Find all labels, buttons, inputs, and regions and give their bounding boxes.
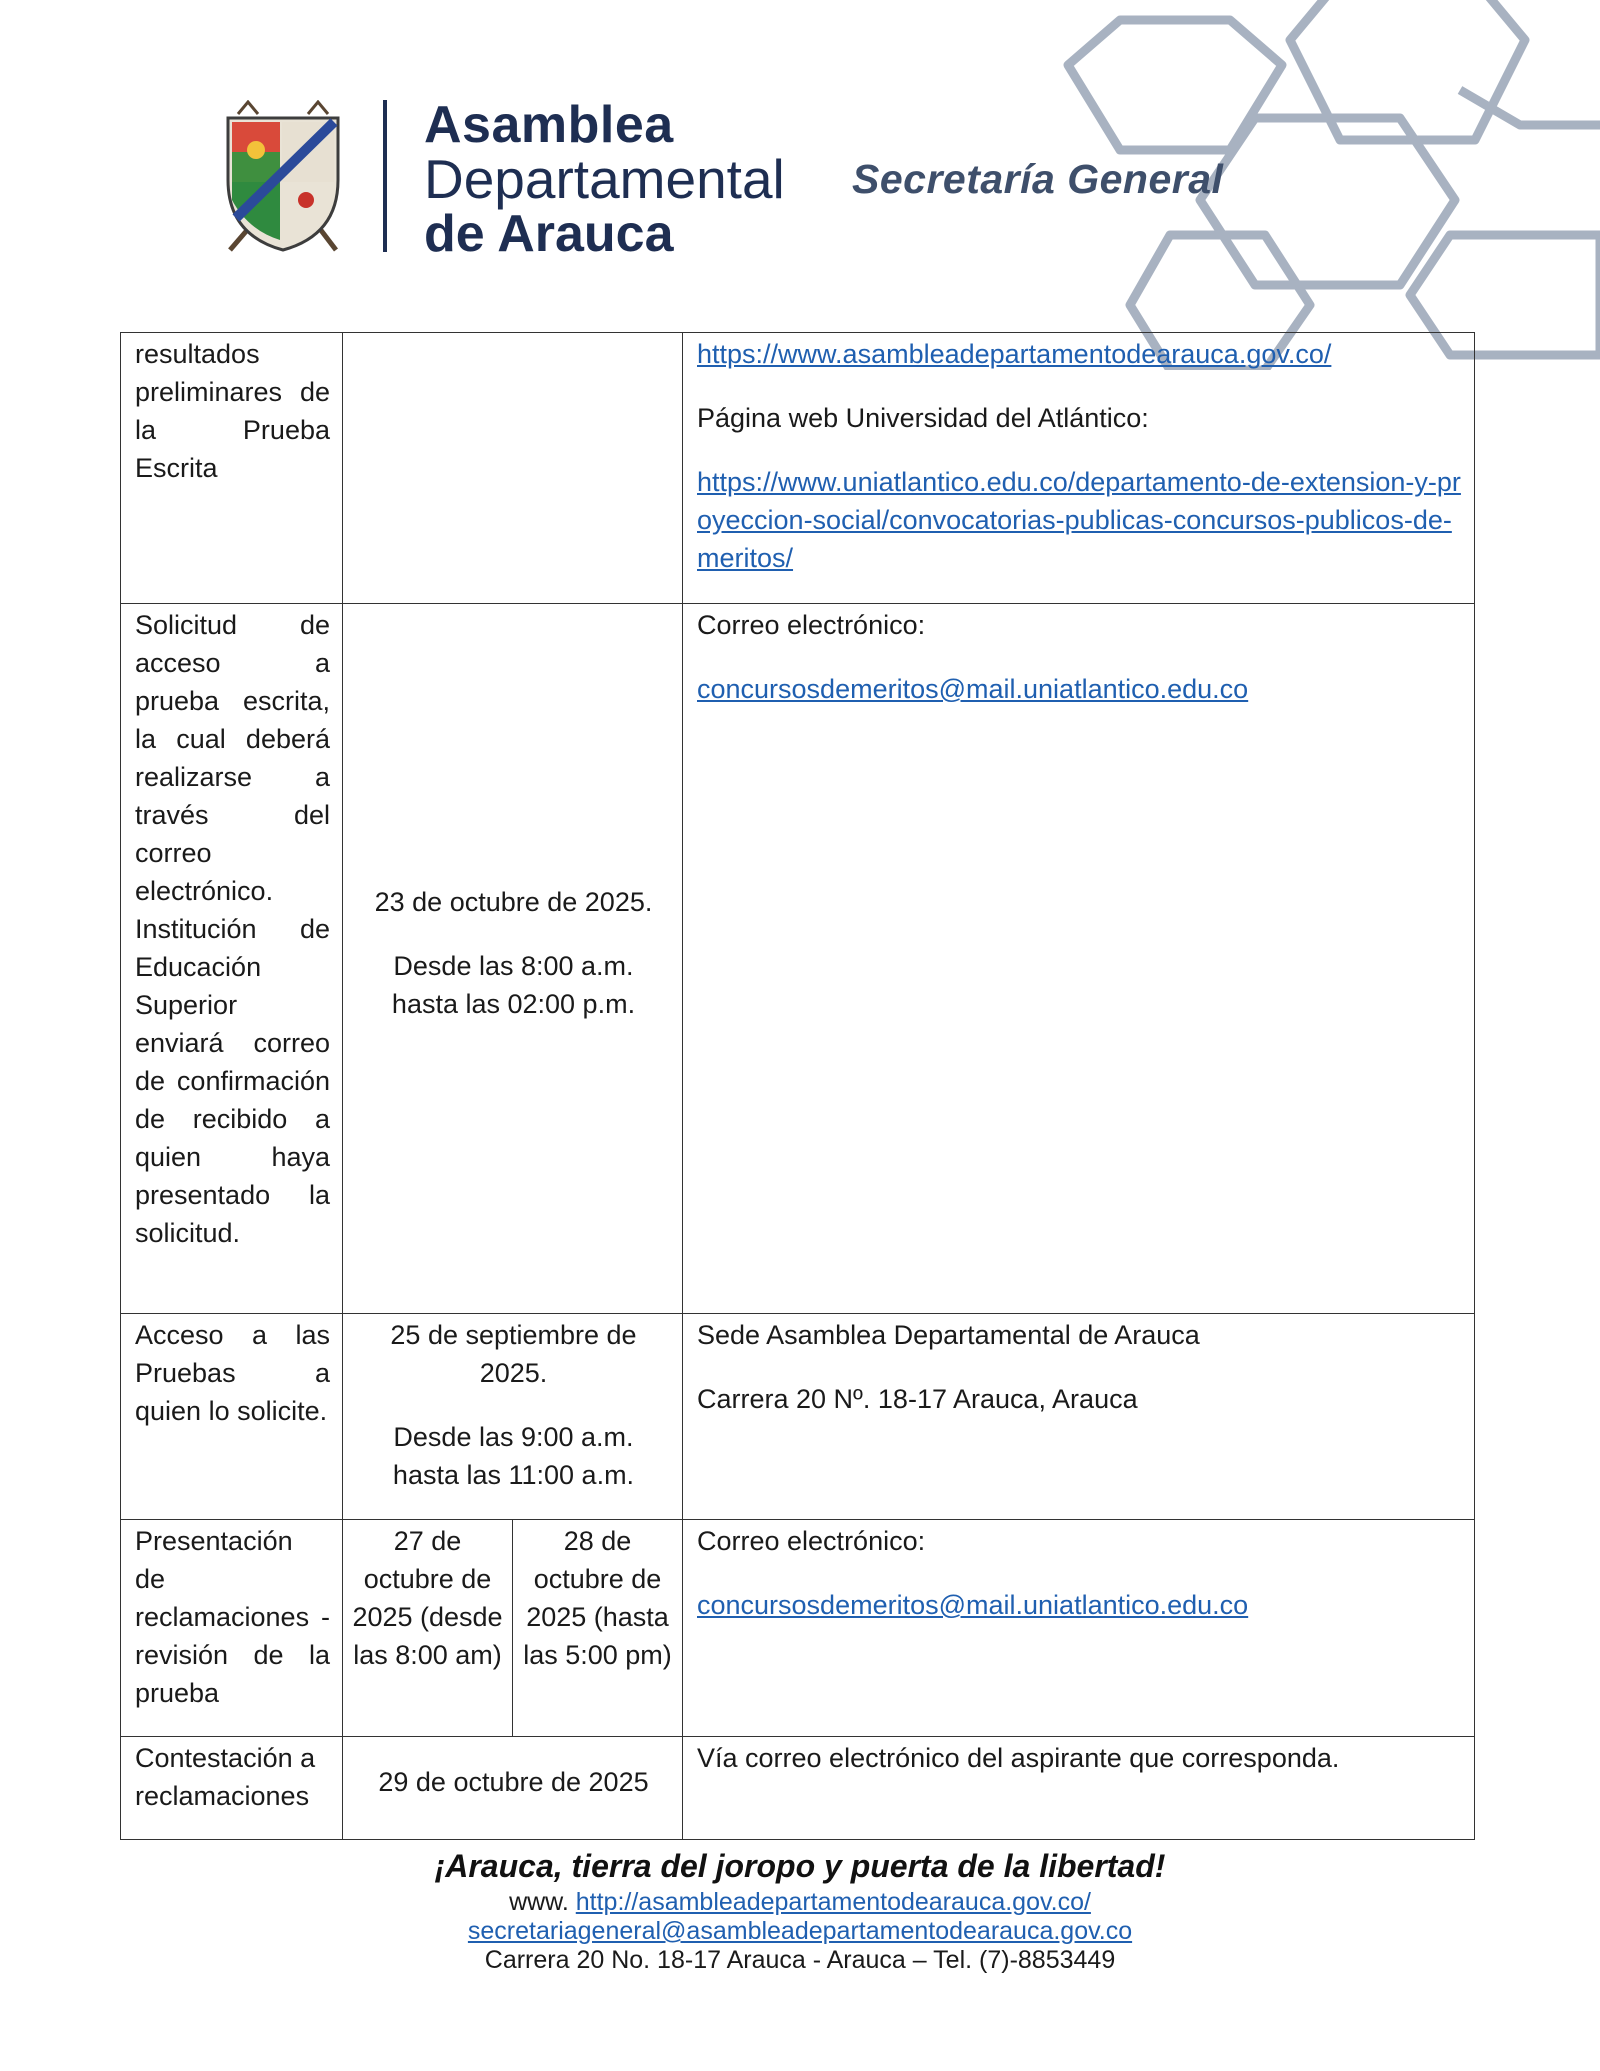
org-name-line2: Departamental (424, 148, 785, 210)
place-text: Página web Universidad del Atlántico: (697, 403, 1149, 433)
page-footer (0, 1844, 1600, 1975)
place-address: Carrera 20 Nº. 18-17 Arauca, Arauca (697, 1384, 1138, 1414)
logo-divider (383, 100, 387, 252)
date-text: 23 de octubre de 2025. (374, 886, 653, 917)
footer-slogan: ¡Arauca, tierra del joropo y puerta de la libertad! (434, 1848, 1166, 1884)
time-text: Desde las 8:00 a.m. hasta las 02:00 p.m. (391, 950, 636, 1019)
table-row (121, 604, 1475, 1314)
place-cell (683, 333, 1475, 604)
end-date-cell: 28 de octubre de 2025 (hasta las 5:00 pm) (513, 1520, 683, 1737)
section-title: Secretaría General (852, 156, 1224, 202)
hexagon-shape (1200, 118, 1455, 285)
place-cell: Vía correo electrónico del aspirante que corresponda. (683, 1737, 1475, 1840)
contest-email-link[interactable]: concursosdemeritos@mail.uniatlantico.edu.co (697, 674, 1249, 704)
table-row (121, 333, 1475, 604)
start-date-cell: 27 de octubre de 2025 (desde las 8:00 am) (343, 1520, 513, 1737)
footer-website-link[interactable]: http://asambleadepartamentodearauca.gov.co/ (575, 1888, 1091, 1916)
organization-logo-text (424, 98, 785, 262)
activity-cell: Presentación de reclamaciones - revisión de la prueba (121, 1520, 343, 1737)
footer-web-prefix: www. (509, 1888, 569, 1916)
activity-cell: Contestación a reclamaciones (121, 1737, 343, 1840)
uniatlantico-website-link[interactable]: https://www.uniatlantico.edu.co/departamento-de-extension-y-proyeccion-social/convocatorias-publicas-concursos-publicos-de-meritos/ (697, 467, 1461, 573)
date-cell (343, 1314, 683, 1520)
arauca-crest-logo (218, 100, 348, 255)
org-name-line1: Asamblea (424, 96, 674, 154)
time-text: Desde las 9:00 a.m. hasta las 11:00 a.m. (392, 1422, 635, 1490)
place-label: Correo electrónico: (697, 610, 926, 640)
activity-cell: Acceso a las Pruebas a quien lo solicite. (121, 1314, 343, 1520)
activity-cell: resultados preliminares de la Prueba Escrita (121, 333, 343, 604)
footer-email-line (0, 1917, 1600, 1946)
schedule-table (120, 332, 1475, 1840)
activity-cell: Solicitud de acceso a prueba escrita, la cual deberá realizarse a través del correo electrónico. Institución de Educación Superior enviará correo de confirmación de recibido a quien haya presentado la solicitud. (121, 604, 343, 1314)
place-cell (683, 1314, 1475, 1520)
table-row (121, 1520, 1475, 1737)
org-name-line3: de Arauca (424, 205, 674, 263)
place-name: Sede Asamblea Departamental de Arauca (697, 1320, 1200, 1350)
place-cell (683, 604, 1475, 1314)
place-cell (683, 1520, 1475, 1737)
footer-web-line (0, 1888, 1600, 1917)
date-text: 25 de septiembre de 2025. (390, 1320, 637, 1388)
asamblea-website-link[interactable]: https://www.asambleadepartamentodearauca.gov.co/ (697, 339, 1332, 369)
date-cell (343, 604, 683, 1314)
table-row (121, 1314, 1475, 1520)
contest-email-link[interactable]: concursosdemeritos@mail.uniatlantico.edu.co (697, 1590, 1249, 1620)
footer-email-link[interactable]: secretariageneral@asambleadepartamentodearauca.gov.co (467, 1917, 1133, 1945)
date-cell: 29 de octubre de 2025 (343, 1737, 683, 1840)
table-row (121, 1737, 1475, 1840)
footer-address: Carrera 20 No. 18-17 Arauca - Arauca – Tel. (7)-8853449 (484, 1946, 1116, 1974)
date-cell (343, 333, 683, 604)
place-label: Correo electrónico: (697, 1526, 926, 1556)
